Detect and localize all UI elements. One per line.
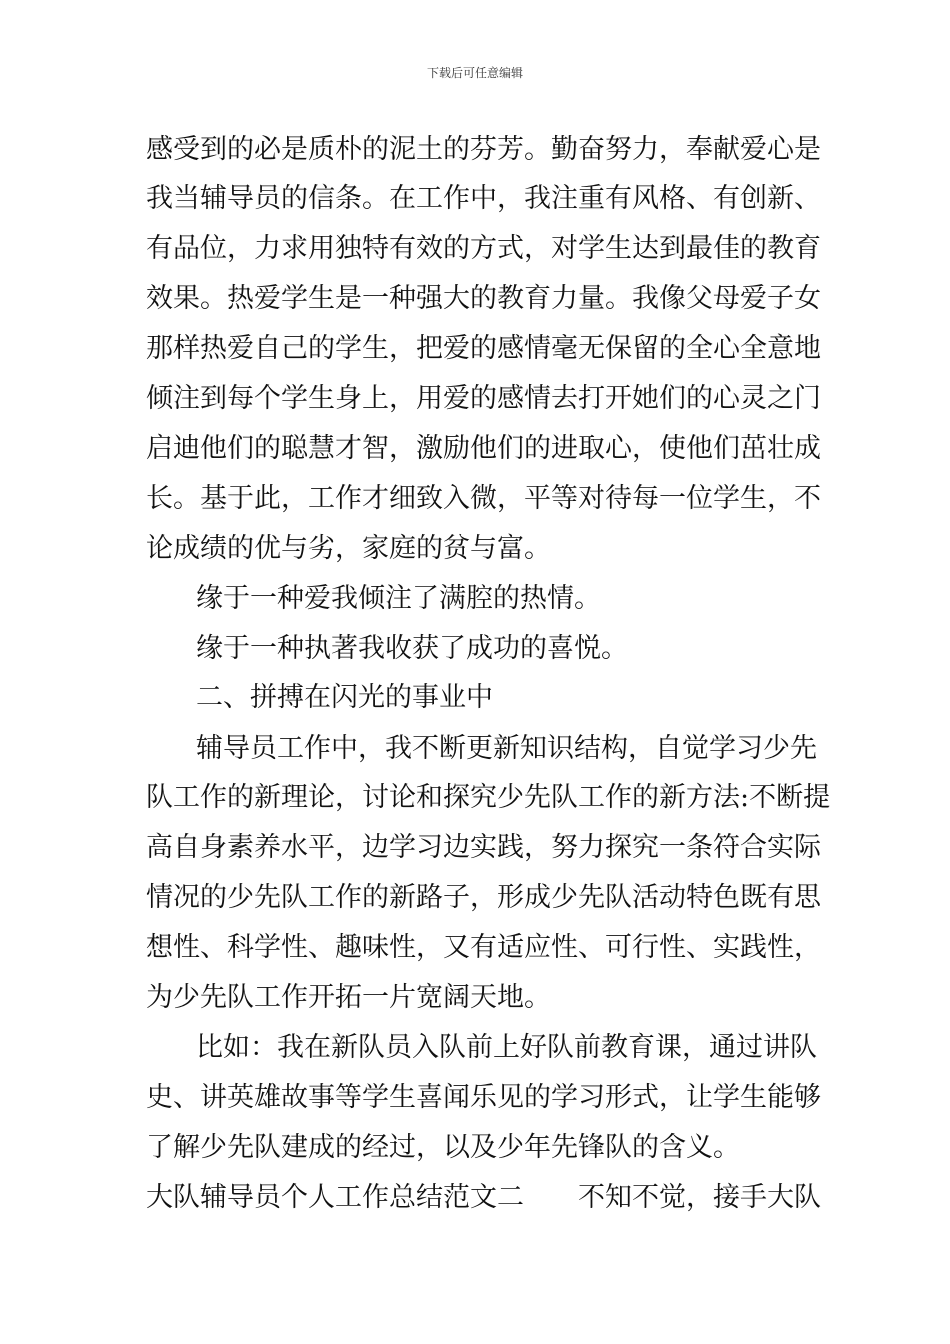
text-line: 缘于一种执著我收获了成功的喜悦。 xyxy=(196,633,628,664)
text-line: 启迪他们的聪慧才智，激励他们的进取心，使他们茁壮成 xyxy=(146,433,821,464)
text-line: 长。基于此，工作才细致入微，平等对待每一位学生，不 xyxy=(146,483,821,514)
text-line: 队工作的新理论，讨论和探究少先队工作的新方法:不断提 xyxy=(146,782,831,813)
text-line: 我当辅导员的信条。在工作中，我注重有风格、有创新、 xyxy=(146,183,821,214)
document-title: 大队辅导员个人工作总结范文二 xyxy=(146,1182,524,1213)
text-line: 高自身素养水平，边学习边实践，努力探究一条符合实际 xyxy=(146,832,821,863)
text-line: 为少先队工作开拓一片宽阔天地。 xyxy=(146,982,551,1013)
text-line: 情况的少先队工作的新路子，形成少先队活动特色既有思 xyxy=(146,882,821,913)
text-line: 比如：我在新队员入队前上好队前教育课，通过讲队 xyxy=(196,1032,817,1063)
text-line: 缘于一种爱我倾注了满腔的热情。 xyxy=(196,583,601,614)
text-line xyxy=(146,1182,821,1214)
text-line: 想性、科学性、趣味性，又有适应性、可行性、实践性， xyxy=(146,932,821,963)
text-line: 辅导员工作中，我不断更新知识结构，自觉学习少先 xyxy=(196,733,817,764)
text-line: 了解少先队建成的经过，以及少年先锋队的含义。 xyxy=(146,1132,740,1163)
text-line: 倾注到每个学生身上，用爱的感情去打开她们的心灵之门 xyxy=(146,383,821,414)
page-header: 下载后可任意编辑 xyxy=(426,66,523,80)
text-line: 论成绩的优与劣，家庭的贫与富。 xyxy=(146,533,551,564)
text-line: 感受到的必是质朴的泥土的芬芳。勤奋努力，奉献爱心是 xyxy=(146,134,821,165)
text-line: 效果。热爱学生是一种强大的教育力量。我像父母爱子女 xyxy=(146,283,821,314)
text-line: 那样热爱自己的学生，把爱的感情毫无保留的全心全意地 xyxy=(146,333,821,364)
text-line: 史、讲英雄故事等学生喜闻乐见的学习形式，让学生能够 xyxy=(146,1082,821,1113)
section-heading: 二、拼搏在闪光的事业中 xyxy=(196,682,493,713)
text-line: 有品位，力求用独特有效的方式，对学生达到最佳的教育 xyxy=(146,233,821,264)
text-fragment: 不知不觉，接手大队 xyxy=(578,1182,821,1213)
